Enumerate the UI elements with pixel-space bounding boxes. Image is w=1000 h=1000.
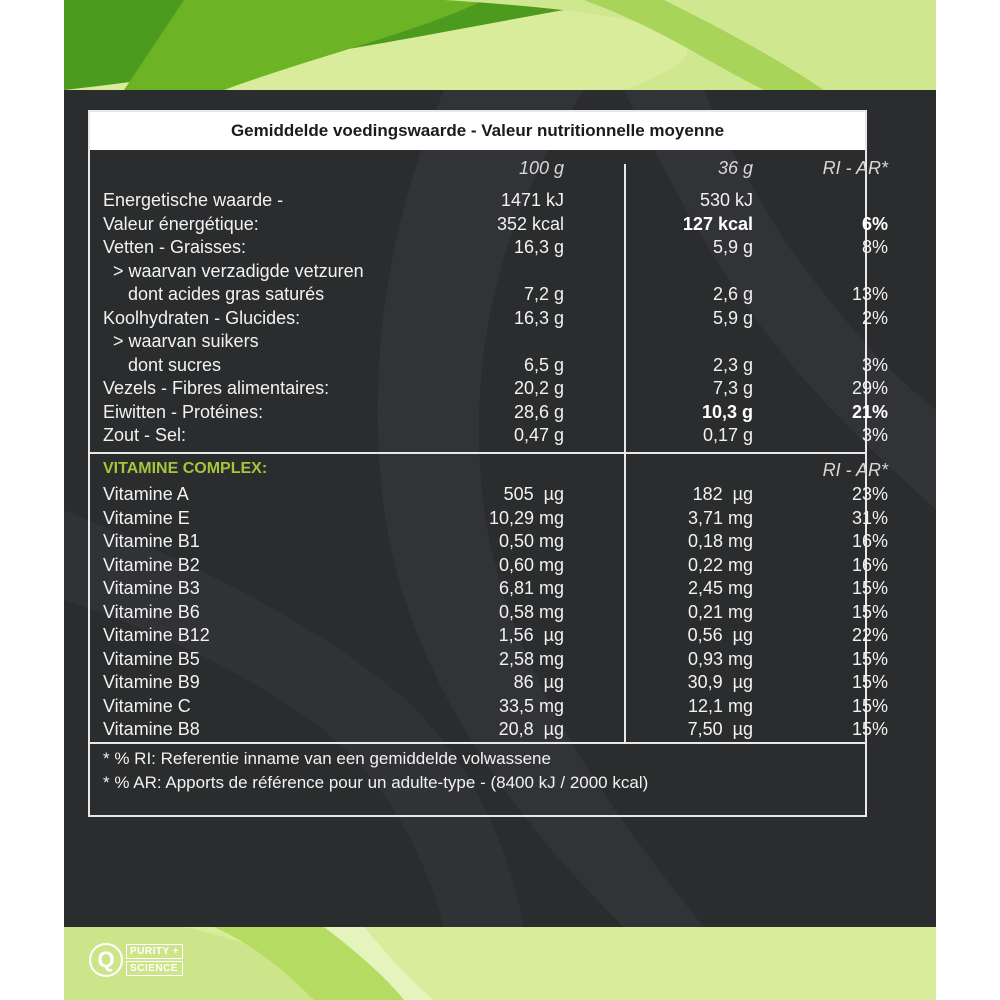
table-title: Gemiddelde voedingswaarde - Valeur nutritionnelle moyenne xyxy=(90,112,865,150)
nutrient-ri: 2% xyxy=(861,307,888,328)
nutrient-label: Zout - Sel: xyxy=(103,425,187,445)
nutrient-v36: 10,3 g xyxy=(701,401,753,422)
vitamin-row xyxy=(90,531,890,555)
vitamin-v36: 0,93 mg xyxy=(687,648,753,669)
vitamin-row xyxy=(90,484,890,508)
nutrient-label: Eiwitten - Protéines: xyxy=(103,401,264,422)
nutrient-row xyxy=(90,402,890,426)
nutrient-row xyxy=(90,190,890,214)
vitamin-header-row xyxy=(90,460,890,484)
vitamin-v36: 0,21 mg xyxy=(687,601,753,622)
vitamin-v100: 0,60 mg xyxy=(498,554,564,575)
nutrient-v100: 7,2 g xyxy=(523,284,564,304)
nutrient-v36: 7,3 g xyxy=(712,378,753,398)
vitamin-row xyxy=(90,696,890,720)
nutrient-v36: 0,17 g xyxy=(702,425,753,445)
nutrient-v100: 352 kcal xyxy=(496,213,564,234)
vitamin-row xyxy=(90,578,890,602)
nutrient-ri: 3% xyxy=(861,425,888,445)
left-margin xyxy=(0,0,64,1000)
nutrient-label: Vetten - Graisses: xyxy=(103,237,247,257)
vitamin-ri: 15% xyxy=(851,719,888,739)
vitamin-row xyxy=(90,719,890,743)
vitamin-ri: 15% xyxy=(851,695,888,716)
nutrient-v100: 1471 kJ xyxy=(500,190,564,210)
vitamin-v36: 2,45 mg xyxy=(687,578,753,598)
vitamin-v36: 0,22 mg xyxy=(687,554,753,575)
vitamin-v36: 7,50 µg xyxy=(687,719,753,739)
vitamin-row xyxy=(90,602,890,626)
vitamin-ri-header: RI - AR* xyxy=(822,460,888,480)
nutrition-panel xyxy=(64,90,936,927)
logo-q-mark: Q xyxy=(89,943,123,977)
nutrient-label: Vezels - Fibres alimentaires: xyxy=(103,378,330,398)
footnote-ar: * % AR: Apports de référence pour un adulte-type - (8400 kJ / 2000 kcal) xyxy=(103,773,649,792)
vitamin-label: Vitamine B5 xyxy=(103,648,200,669)
vitamin-label: Vitamine B6 xyxy=(103,601,200,622)
nutrient-row xyxy=(90,378,890,402)
vitamin-ri: 15% xyxy=(851,601,888,622)
vitamin-v100: 0,50 mg xyxy=(498,531,564,551)
vitamin-v100: 86 µg xyxy=(513,672,564,692)
nutrient-v36: 530 kJ xyxy=(699,190,753,210)
vitamin-row xyxy=(90,555,890,579)
vitamin-ri: 31% xyxy=(851,507,888,528)
nutrient-label: dont sucres xyxy=(103,354,222,375)
nutrient-label: > waarvan verzadigde vetzuren xyxy=(103,260,364,281)
logo-line-2: SCIENCE xyxy=(126,961,183,976)
vitamin-ri: 15% xyxy=(851,672,888,692)
vitamin-v100: 6,81 mg xyxy=(498,578,564,598)
vitamin-v100: 10,29 mg xyxy=(488,507,564,528)
vitamin-v100: 0,58 mg xyxy=(498,601,564,622)
nutrient-v36: 2,6 g xyxy=(712,284,753,304)
vitamin-label: Vitamine C xyxy=(103,695,191,716)
vitamin-row xyxy=(90,649,890,673)
vitamin-v36: 182 µg xyxy=(692,484,753,504)
vitamin-ri: 16% xyxy=(851,531,888,551)
vitamin-v100: 20,8 µg xyxy=(498,719,564,739)
vitamin-label: Vitamine B1 xyxy=(103,531,200,551)
nutrient-row xyxy=(90,237,890,261)
nutrient-row xyxy=(90,425,890,449)
vitamin-v100: 505 µg xyxy=(503,484,564,504)
nutrient-v100: 28,6 g xyxy=(513,401,564,422)
nutrient-row xyxy=(90,308,890,332)
vitamin-v36: 30,9 µg xyxy=(687,672,753,692)
vitamin-complex-heading: VITAMINE COMPLEX: xyxy=(103,460,268,477)
vitamin-v100: 2,58 mg xyxy=(498,648,564,669)
vitamin-v36: 0,18 mg xyxy=(687,531,753,551)
vitamin-label: Vitamine B8 xyxy=(103,719,200,739)
vitamin-row xyxy=(90,672,890,696)
vitamin-v36: 12,1 mg xyxy=(687,695,753,716)
nutrition-table xyxy=(88,110,888,817)
nutrient-v36: 5,9 g xyxy=(712,307,753,328)
vitamin-row xyxy=(90,625,890,649)
vitamin-label: Vitamine A xyxy=(103,484,189,504)
vitamin-label: Vitamine B9 xyxy=(103,672,200,692)
nutrient-v100: 20,2 g xyxy=(513,378,564,398)
vitamin-label: Vitamine B3 xyxy=(103,578,200,598)
nutrient-ri: 21% xyxy=(851,401,888,422)
nutrient-label: dont acides gras saturés xyxy=(103,284,325,304)
vitamin-ri: 15% xyxy=(851,648,888,669)
nutrient-v100: 0,47 g xyxy=(513,425,564,445)
col-36g-header: 36 g xyxy=(717,158,753,178)
nutrient-v100: 16,3 g xyxy=(513,307,564,328)
nutrient-v100: 6,5 g xyxy=(523,354,564,375)
col-ri-header: RI - AR* xyxy=(822,158,888,178)
column-header-row xyxy=(90,158,890,182)
nutrient-row xyxy=(90,261,890,285)
purity-science-logo xyxy=(89,940,183,980)
vitamin-v36: 0,56 µg xyxy=(687,625,753,645)
nutrient-label: > waarvan suikers xyxy=(103,331,259,351)
vitamin-ri: 16% xyxy=(851,554,888,575)
nutrient-row xyxy=(90,331,890,355)
nutrient-label: Valeur énergétique: xyxy=(103,213,259,234)
nutrient-ri: 29% xyxy=(851,378,888,398)
nutrient-label: Koolhydraten - Glucides: xyxy=(103,307,301,328)
nutrient-ri: 13% xyxy=(851,284,888,304)
footnote-ri: * % RI: Referentie inname van een gemiddelde volwassene xyxy=(103,749,551,768)
vitamin-label: Vitamine B12 xyxy=(103,625,210,645)
nutrient-ri: 6% xyxy=(861,213,888,234)
nutrient-label: Energetische waarde - xyxy=(103,190,284,210)
logo-line-1: PURITY + xyxy=(126,944,183,959)
vitamin-ri: 22% xyxy=(851,625,888,645)
vitamin-v36: 3,71 mg xyxy=(687,507,753,528)
vitamin-ri: 23% xyxy=(851,484,888,504)
nutrient-row xyxy=(90,355,890,379)
nutrient-v36: 127 kcal xyxy=(682,213,753,234)
vitamin-v100: 33,5 mg xyxy=(498,695,564,716)
vitamin-v100: 1,56 µg xyxy=(498,625,564,645)
nutrient-v100: 16,3 g xyxy=(513,237,564,257)
right-margin xyxy=(936,0,1000,1000)
vitamin-label: Vitamine B2 xyxy=(103,554,200,575)
nutrient-row xyxy=(90,284,890,308)
vitamin-row xyxy=(90,508,890,532)
nutrient-row xyxy=(90,214,890,238)
col-100g-header: 100 g xyxy=(518,158,564,178)
vitamin-label: Vitamine E xyxy=(103,507,190,528)
nutrient-ri: 8% xyxy=(861,237,888,257)
nutrient-v36: 2,3 g xyxy=(712,354,753,375)
section-divider xyxy=(90,452,865,454)
nutrient-ri: 3% xyxy=(861,354,888,375)
nutrient-v36: 5,9 g xyxy=(712,237,753,257)
vitamin-ri: 15% xyxy=(851,578,888,598)
